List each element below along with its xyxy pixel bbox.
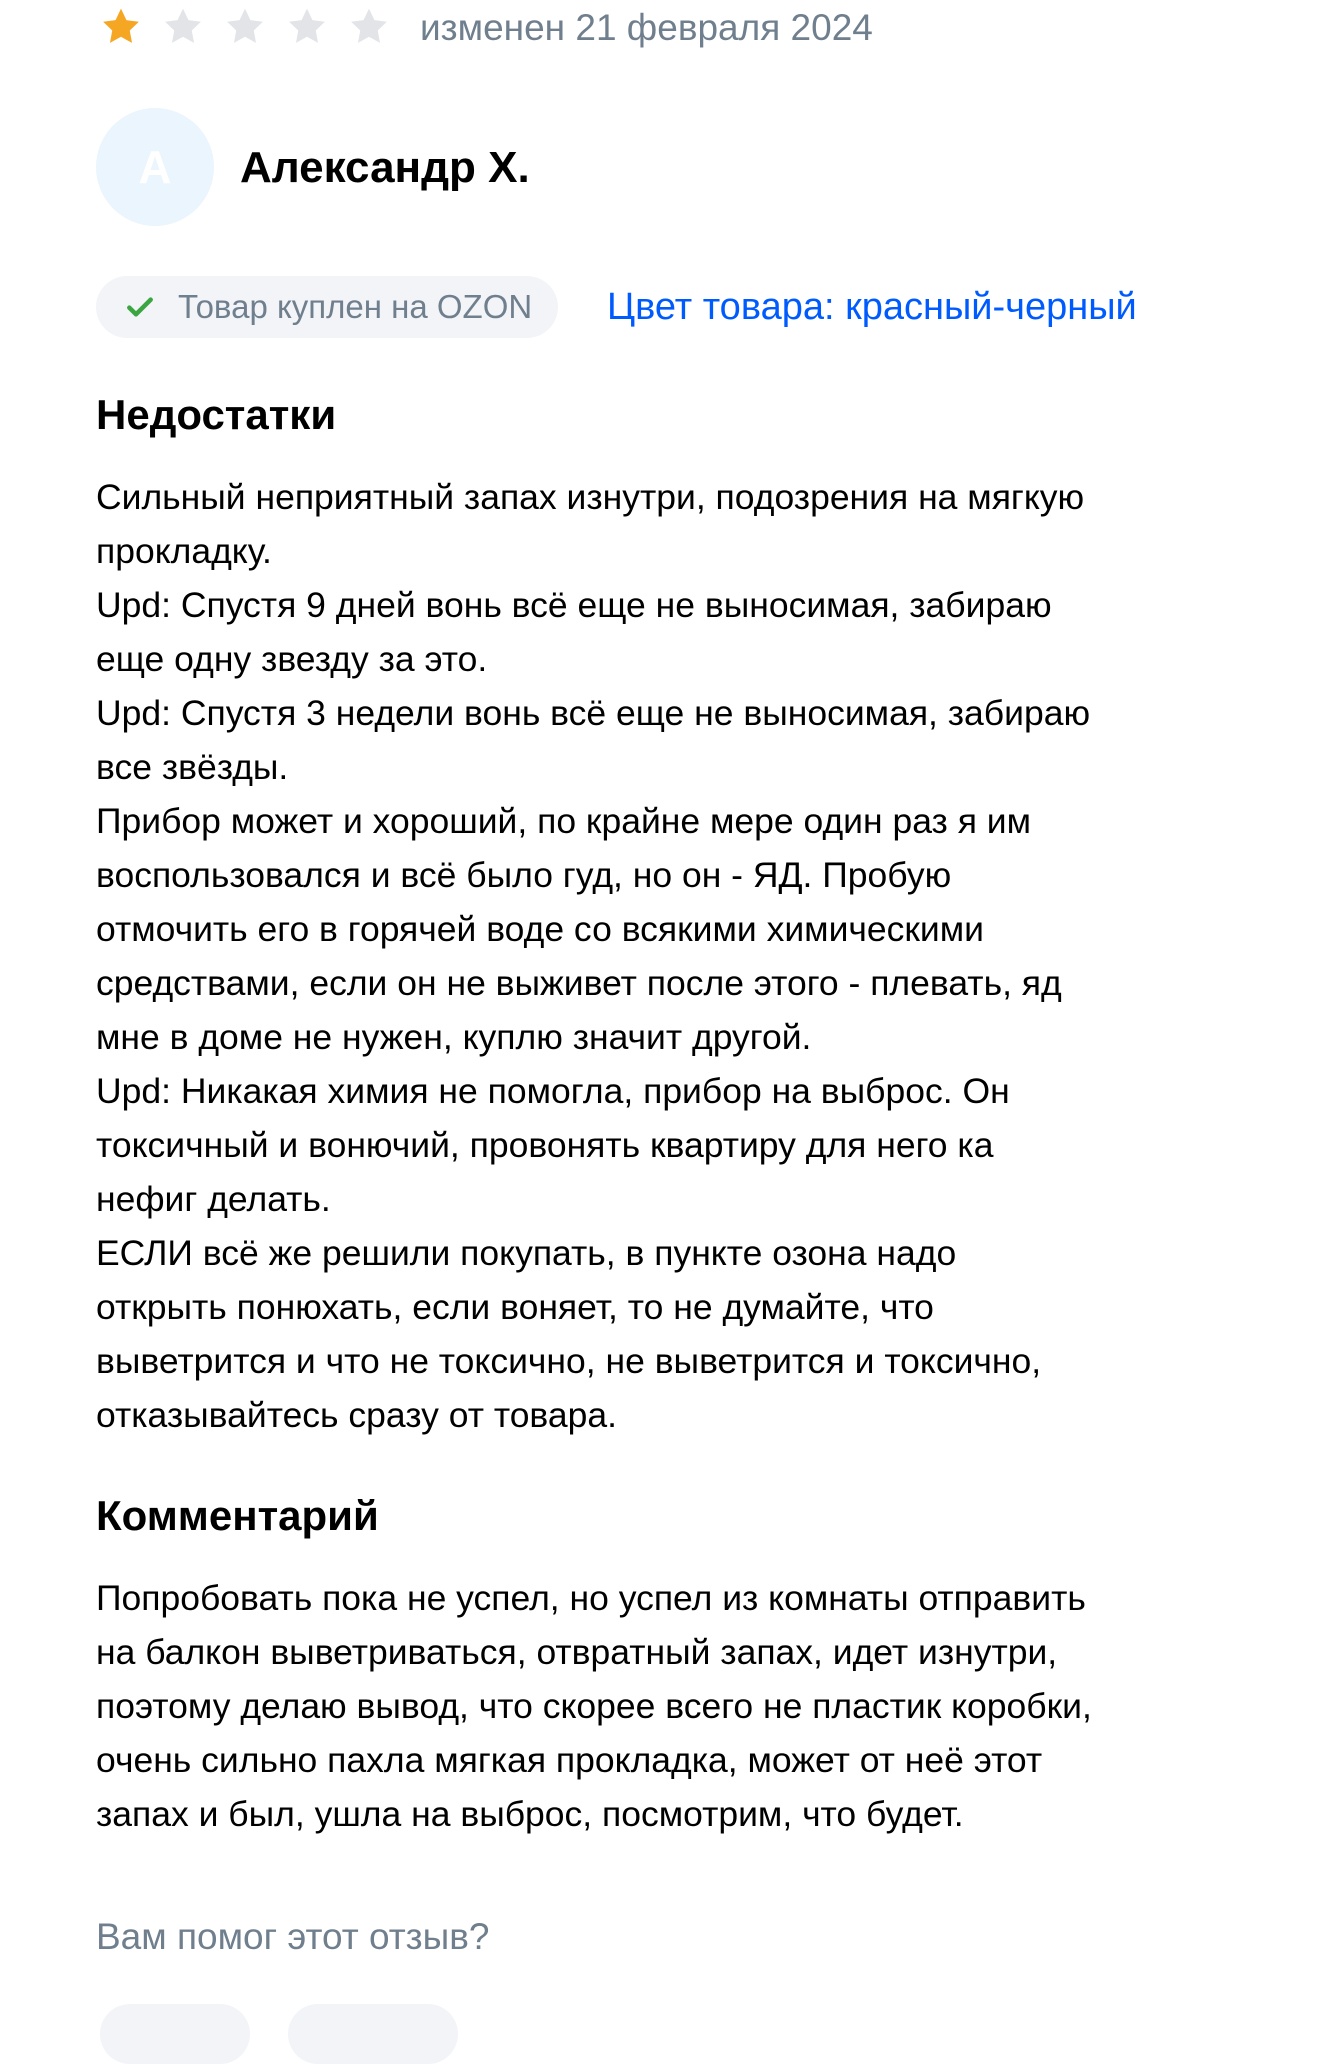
- star-empty-icon: [286, 6, 328, 48]
- star-rating: [100, 6, 390, 48]
- product-color-link[interactable]: Цвет товара: красный-черный: [607, 286, 1137, 328]
- text-line: нефиг делать.: [96, 1179, 331, 1219]
- review-date: изменен 21 февраля 2024: [420, 7, 873, 48]
- helpful-no-button[interactable]: [288, 2004, 458, 2064]
- comment-heading: Комментарий: [96, 1492, 379, 1539]
- text-line: мне в доме не нужен, куплю значит другой.: [96, 1017, 812, 1057]
- cons-text: [96, 470, 1296, 1442]
- text-line: Upd: Никакая химия не помогла, прибор на выброс. Он: [96, 1071, 1010, 1111]
- helpful-question: Вам помог этот отзыв?: [96, 1916, 490, 1957]
- text-line: Upd: Спустя 9 дней вонь всё еще не выносимая, забираю: [96, 585, 1052, 625]
- purchased-badge: [96, 276, 558, 338]
- helpful-yes-button[interactable]: [100, 2004, 250, 2064]
- text-line: поэтому делаю вывод, что скорее всего не пластик коробки,: [96, 1686, 1092, 1726]
- purchased-label: Товар куплен на OZON: [178, 288, 533, 325]
- text-line: Сильный неприятный запах изнутри, подозрения на мягкую: [96, 477, 1085, 517]
- text-line: токсичный и вонючий, провонять квартиру для него ка: [96, 1125, 994, 1165]
- text-line: выветрится и что не токсично, не выветрится и токсично,: [96, 1341, 1042, 1381]
- star-empty-icon: [348, 6, 390, 48]
- text-line: отмочить его в горячей воде со всякими химическими: [96, 909, 984, 949]
- text-line: ЕСЛИ всё же решили покупать, в пункте озона надо: [96, 1233, 957, 1273]
- text-line: открыть понюхать, если воняет, то не думайте, что: [96, 1287, 934, 1327]
- text-line: очень сильно пахла мягкая прокладка, может от неё этот: [96, 1740, 1043, 1780]
- text-line: все звёзды.: [96, 747, 289, 787]
- text-line: запах и был, ушла на выброс, посмотрим, что будет.: [96, 1794, 964, 1834]
- text-line: Прибор может и хороший, по крайне мере один раз я им: [96, 801, 1032, 841]
- comment-text: [96, 1571, 1296, 1841]
- cons-heading: Недостатки: [96, 391, 337, 438]
- avatar: А: [96, 108, 214, 226]
- text-line: Upd: Спустя 3 недели вонь всё еще не выносимая, забираю: [96, 693, 1091, 733]
- check-icon: [124, 291, 156, 323]
- star-empty-icon: [162, 6, 204, 48]
- text-line: отказывайтесь сразу от товара.: [96, 1395, 617, 1435]
- text-line: средствами, если он не выживет после этого - плевать, яд: [96, 963, 1062, 1003]
- text-line: воспользовался и всё было гуд, но он - ЯД. Пробую: [96, 855, 952, 895]
- text-line: Попробовать пока не успел, но успел из комнаты отправить: [96, 1578, 1086, 1618]
- star-filled-icon: [100, 6, 142, 48]
- text-line: прокладку.: [96, 531, 272, 571]
- text-line: на балкон выветриваться, отвратный запах, идет изнутри,: [96, 1632, 1058, 1672]
- star-empty-icon: [224, 6, 266, 48]
- text-line: еще одну звезду за это.: [96, 639, 488, 679]
- author-name: Александр Х.: [240, 143, 530, 192]
